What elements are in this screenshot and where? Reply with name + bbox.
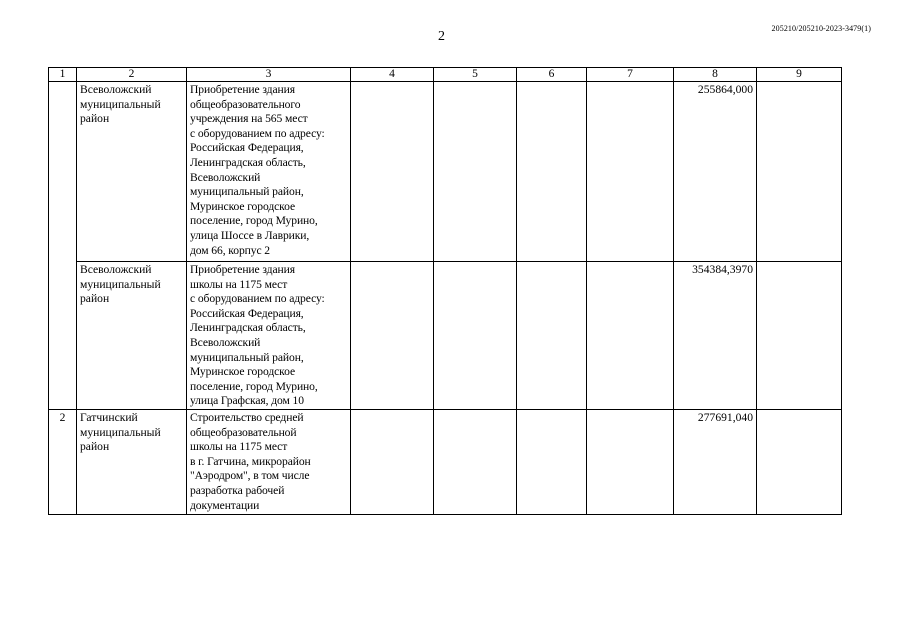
table-row (49, 262, 842, 410)
description-text: Приобретение здания школы на 1175 мест с оборудованием по адресу: Российская Федерация, Ленинградская область, Всеволожский муниципальный район, Муринское городское поселение, город Мурино, улица Графская, дом 10 (190, 263, 325, 408)
amount-cell: 277691,040 (674, 410, 757, 515)
table-cell (587, 262, 674, 410)
row-number-cell: 2 (49, 410, 77, 515)
column-number: 5 (434, 68, 517, 82)
description-cell (187, 262, 351, 410)
column-number: 3 (187, 68, 351, 82)
description-text: Приобретение здания общеобразовательного учреждения на 565 мест с оборудованием по адресу: Российская Федерация, Ленинградская область, Всеволожский муниципальный район, Муринское городское поселение, город Мурино, улица Шоссе в Лаврики, дом 66, корпус 2 (190, 83, 325, 257)
table-row (49, 410, 842, 515)
table-cell (757, 82, 842, 262)
data-table (48, 67, 842, 515)
amount-cell: 255864,000 (674, 82, 757, 262)
table-cell (757, 410, 842, 515)
table-cell (517, 262, 587, 410)
table-cell (757, 262, 842, 410)
document-code: 205210/205210-2023-3479(1) (771, 24, 871, 33)
table-cell (351, 410, 434, 515)
district-cell (77, 410, 187, 515)
table-cell (434, 262, 517, 410)
column-number: 9 (757, 68, 842, 82)
district-cell (77, 82, 187, 262)
amount-cell: 354384,3970 (674, 262, 757, 410)
column-number: 7 (587, 68, 674, 82)
district-text: Гатчинский муниципальный район (80, 411, 161, 454)
column-number: 8 (674, 68, 757, 82)
row-number-cell (49, 82, 77, 410)
description-text: Строительство средней общеобразовательной школы на 1175 мест в г. Гатчина, микрорайон "Аэродром", в том числе разработка рабочей документации (190, 411, 311, 512)
page-number: 2 (438, 29, 445, 44)
table-cell (587, 410, 674, 515)
table-cell (587, 82, 674, 262)
table-cell (434, 82, 517, 262)
table-cell (351, 82, 434, 262)
district-text: Всеволожский муниципальный район (80, 83, 161, 126)
description-cell (187, 410, 351, 515)
table-cell (517, 82, 587, 262)
table-cell (351, 262, 434, 410)
description-cell (187, 82, 351, 262)
column-number: 6 (517, 68, 587, 82)
table-cell (434, 410, 517, 515)
column-number-row (49, 68, 842, 82)
column-number: 1 (49, 68, 77, 82)
table-row (49, 82, 842, 262)
district-text: Всеволожский муниципальный район (80, 263, 161, 306)
table-cell (517, 410, 587, 515)
column-number: 2 (77, 68, 187, 82)
district-cell (77, 262, 187, 410)
column-number: 4 (351, 68, 434, 82)
